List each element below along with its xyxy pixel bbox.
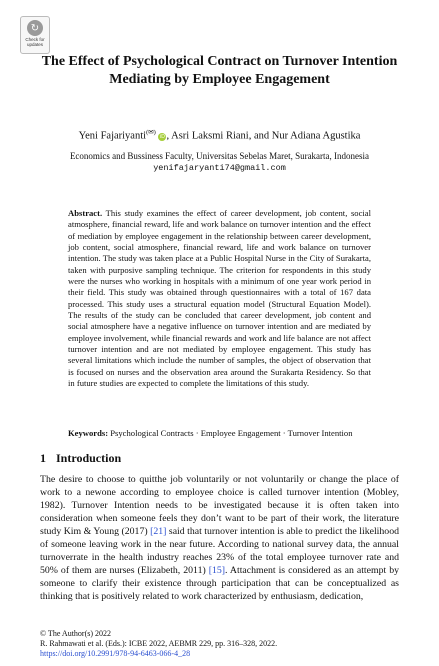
- check-for-updates-badge[interactable]: [20, 16, 50, 54]
- body-text-1: The desire to choose to quitthe job voluntarily or not voluntarily or change the place of work to a newone according to employee choice is called turnover intention (Mobley, 1982). Turnover Intention needs to be investigated because it is often taken into consideration when someone feels they don’t want to be part of their work, the literature study Kim & Young (2017): [40, 474, 399, 537]
- badge-line1: Check for: [25, 37, 45, 42]
- abstract-label: Abstract.: [68, 208, 103, 218]
- section-title: Introduction: [56, 451, 122, 465]
- page-footer: [40, 629, 399, 660]
- first-author: Yeni Fajariyanti: [78, 130, 147, 142]
- keywords-label: Keywords:: [68, 428, 109, 438]
- section-heading: [40, 451, 121, 466]
- orcid-icon[interactable]: iD: [160, 133, 165, 140]
- body-text-3: . Attachment is considered as an attempt by someone to clarify their existence through participation that can be conceptualized as thinking that is positively related to work characterized by enthusiasm, dedication,: [40, 565, 399, 602]
- doi-link[interactable]: https://doi.org/10.2991/978-94-6463-066-4_28: [40, 649, 191, 659]
- author-email[interactable]: yenifajaryanti74@gmail.com: [153, 163, 286, 173]
- reference-link-21[interactable]: [21]: [150, 526, 167, 537]
- abstract: [68, 208, 371, 390]
- affiliation: Economics and Bussiness Faculty, Universitas Sebelas Maret, Surakarta, Indonesia: [69, 151, 370, 161]
- paper-title: The Effect of Psychological Contract on Turnover Intention Mediating by Employee Engagement: [41, 54, 398, 87]
- introduction-paragraph: [40, 473, 399, 603]
- citation-line: R. Rahmawati et al. (Eds.): ICBE 2022, AEBMR 229, pp. 316–328, 2022.: [40, 639, 278, 649]
- badge-line2: updates: [26, 42, 43, 47]
- section-number: 1: [40, 451, 46, 465]
- check-updates-icon: ↻: [27, 20, 43, 36]
- keywords-text: Psychological Contracts · Employee Engagement · Turnover Intention: [110, 428, 353, 438]
- other-authors: , Asri Laksmi Riani, and Nur Adiana Agustika: [166, 130, 361, 142]
- keywords: [68, 428, 371, 439]
- reference-link-15[interactable]: [15]: [208, 565, 226, 576]
- corresponding-mark: (✉): [146, 129, 156, 136]
- author-list: [40, 128, 399, 142]
- abstract-text: This study examines the effect of career development, job content, social atmosphere, financial reward, life and work balance on turnover intention and the effect of mediation by employee engagement in the relationship between career development, job content, social atmosphere, financial reward, life and work balance on turnover intention. The study was taken place at a Public Hospital Nurse in the City of Surakarta, taken with purposive sampling technique. The criterion for respondents in this study were the nurses who working in hospitals with a minimum of one year work period in their field. This study was obtained through questionnaires with a total of 167 data processed. This study uses a structural equation model (Structural Equation Model). The results of the study can be concluded that career development, job content and social atmosphere have a negative influence on turnover intention and are mediated by employee involvement, while financial rewards and work and life balance are not affect turnover intention and are not mediated by employee engagement. This study has several limitations which include the number of samples, the object of observation that is focused on nurses and the observation area around the Surakarta Residency. So that in future studies are expected to complete the limitations of this study.: [68, 208, 371, 389]
- copyright-line: © The Author(s) 2022: [40, 629, 112, 638]
- body-text-2: said that turnover intention is able to predict the likelihood of someone leaving work in the near future. According to national survey data, the annual turnoverrate in the health industry reaches 23% of the total employee turnover rate and 50% of them are nurses (Elizabeth, 2011): [40, 526, 399, 576]
